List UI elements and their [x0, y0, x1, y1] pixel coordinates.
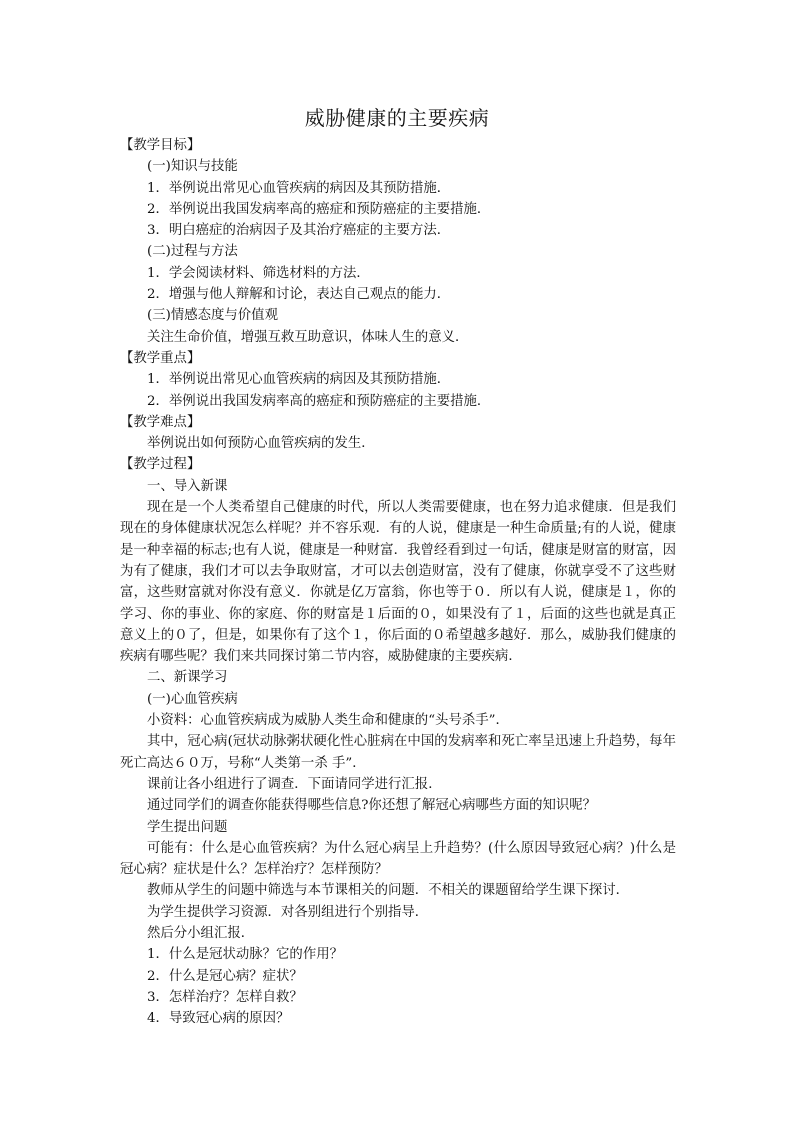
text-line: 1．举例说出常见心血管疾病的病因及其预防措施．	[147, 372, 451, 388]
text-line: 2．举例说出我国发病率高的癌症和预防癌症的主要措施．	[147, 393, 491, 409]
body-paragraph: 现在是一个人类希望自己健康的时代，所以人类需要健康，也在努力追求健康．但是我们现在的身体健康状况怎么样呢？并不容乐观．有的人说，健康是一种生命质量;有的人说，健康是一种幸福的标志;也有人说，健康是一种财富．我曾经看到过一句话，健康是财富的财富，因为有了健康，我们才可以去争取财富，才可以去创造财富，没有了健康，你就享受不了这些财富，这些财富就对你没有意义．你就是亿万富翁，你也等于０．所以有人说，健康是１，你的学习、你的事业、你的家庭、你的财富是１后面的０，如果没有了１，后面的这些也就是真正意义上的０了，但是，如果你有了这个１，你后面的０希望越多越好．那么，威胁我们健康的疾病有哪些呢？我们来共同探讨第二节内容，威胁健康的主要疾病．	[120, 500, 676, 665]
body-paragraph: 可能有：什么是心血管疾病？为什么冠心病呈上升趋势？(什么原因导致冠心病？)什么是冠心病？症状是什么？怎样治疗？怎样预防？	[120, 840, 676, 878]
text-line: 1．什么是冠状动脉？它的作用？	[147, 947, 343, 963]
text-line: (三)情感态度与价值观	[147, 308, 278, 324]
text-line: 【教学目标】	[120, 138, 201, 153]
text-line: 二、新课学习	[147, 670, 228, 686]
text-line: (一)知识与技能	[147, 159, 238, 175]
document-body	[120, 135, 676, 1029]
text-line: 课前让各小组进行了调查．下面请同学进行汇报．	[147, 776, 442, 792]
text-line: (二)过程与方法	[147, 244, 238, 260]
text-line: 1．学会阅读材料、筛选材料的方法．	[147, 265, 370, 281]
text-line: 举例说出如何预防心血管疾病的发生．	[147, 436, 375, 452]
text-line: 一、导入新课	[147, 478, 228, 494]
text-line: 【教学难点】	[120, 414, 201, 430]
text-line: (一)心血管疾病	[147, 691, 238, 707]
text-line: 关注生命价值，增强互救互助意识，体味人生的意义．	[147, 329, 469, 345]
text-line: 2．增强与他人辩解和讨论，表达自己观点的能力．	[147, 287, 451, 303]
text-line: 4．导致冠心病的原因？	[147, 1011, 290, 1027]
text-line: 1．举例说出常见心血管疾病的病因及其预防措施．	[147, 180, 451, 196]
text-line: 【教学过程】	[120, 457, 201, 473]
text-line: 3．明白癌症的治病因子及其治疗癌症的主要方法．	[147, 223, 451, 239]
page-title: 威胁健康的主要疾病	[304, 106, 490, 130]
text-line: 教师从学生的问题中筛选与本节课相关的问题．不相关的课题留给学生课下探讨．	[147, 883, 630, 899]
text-line: 3．怎样治疗？怎样自救？	[147, 989, 303, 1005]
text-line: 通过同学们的调查你能获得哪些信息?你还想了解冠心病哪些方面的知识呢？	[147, 798, 597, 814]
text-line: 2．什么是冠心病？症状？	[147, 968, 303, 984]
text-line: 2．举例说出我国发病率高的癌症和预防癌症的主要措施．	[147, 201, 491, 217]
text-line: 【教学重点】	[120, 350, 201, 366]
text-line: 小资料：心血管疾病成为威胁人类生命和健康的“头号杀手”．	[147, 713, 509, 729]
text-line: 学生提出问题	[147, 819, 228, 835]
text-line: 然后分小组汇报．	[147, 925, 255, 941]
text-line: 为学生提供学习资源．对各别组进行个别指导．	[147, 904, 429, 920]
body-paragraph: 其中，冠心病(冠状动脉粥状硬化性心脏病在中国的发病率和死亡率呈迅速上升趋势，每年死亡高达６０万，号称“人类第一杀 手”．	[120, 734, 676, 771]
